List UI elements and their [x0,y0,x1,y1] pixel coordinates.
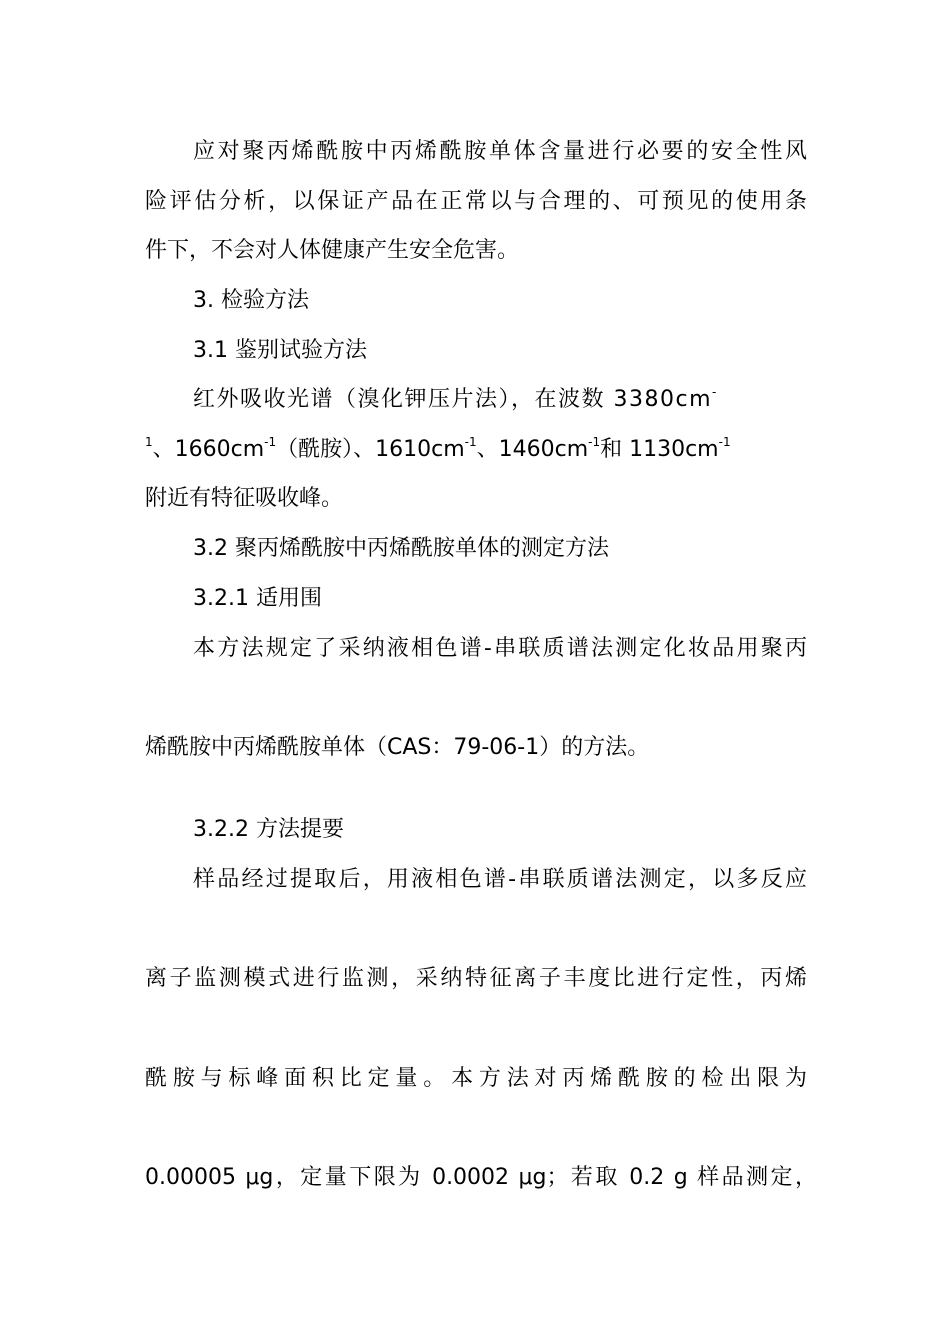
paragraph-line: 附近有特征吸收峰。 [145,486,344,511]
subsection-heading: 3.1 鉴别试验方法 [193,338,367,363]
text-segment: 、1660cm [152,437,265,462]
paragraph-line: 件下，不会对人体健康产生安全危害。 [145,238,520,263]
paragraph-line: 酰胺与标峰面积比定量。本方法对丙烯酰胺的检出限为 [145,1066,807,1091]
superscript: -1 [464,434,477,449]
text-segment: 、1460cm [476,437,589,462]
superscript: -1 [264,434,277,449]
paragraph-line: 离子监测模式进行监测，采纳特征离子丰度比进行定性，丙烯 [145,966,807,991]
subsection-heading: 3.2.2 方法提要 [193,817,344,842]
subsection-heading: 3.2 聚丙烯酰胺中丙烯酰胺单体的测定方法 [193,536,609,561]
subsection-heading: 3.2.1 适用围 [193,586,322,611]
paragraph-line: 本方法规定了采纳液相色谱-串联质谱法测定化妆品用聚丙 [193,636,807,661]
text-segment: 红外吸收光谱（溴化钾压片法），在波数 3380cm [193,387,713,412]
superscript: -1 [588,434,601,449]
text-segment: （酰胺）、1610cm [276,437,465,462]
superscript: -1 [718,434,731,449]
paragraph-line: 应对聚丙烯酰胺中丙烯酰胺单体含量进行必要的安全性风 [193,139,807,164]
text-segment: 和 1130cm [600,437,719,462]
superscript: 1 [145,434,153,449]
paragraph-line: 样品经过提取后，用液相色谱-串联质谱法测定，以多反应 [193,867,807,892]
paragraph-line: 0.00005 μg，定量下限为 0.0002 μg；若取 0.2 g 样品测定， [145,1165,817,1190]
superscript: - [712,384,718,399]
paragraph-line: 烯酰胺中丙烯酰胺单体（CAS：79-06-1）的方法。 [145,735,650,760]
paragraph-line [145,435,807,465]
section-heading: 3. 检验方法 [193,288,309,313]
paragraph-line [193,385,811,415]
paragraph-line: 险评估分析，以保证产品在正常以与合理的、可预见的使用条 [145,189,807,214]
